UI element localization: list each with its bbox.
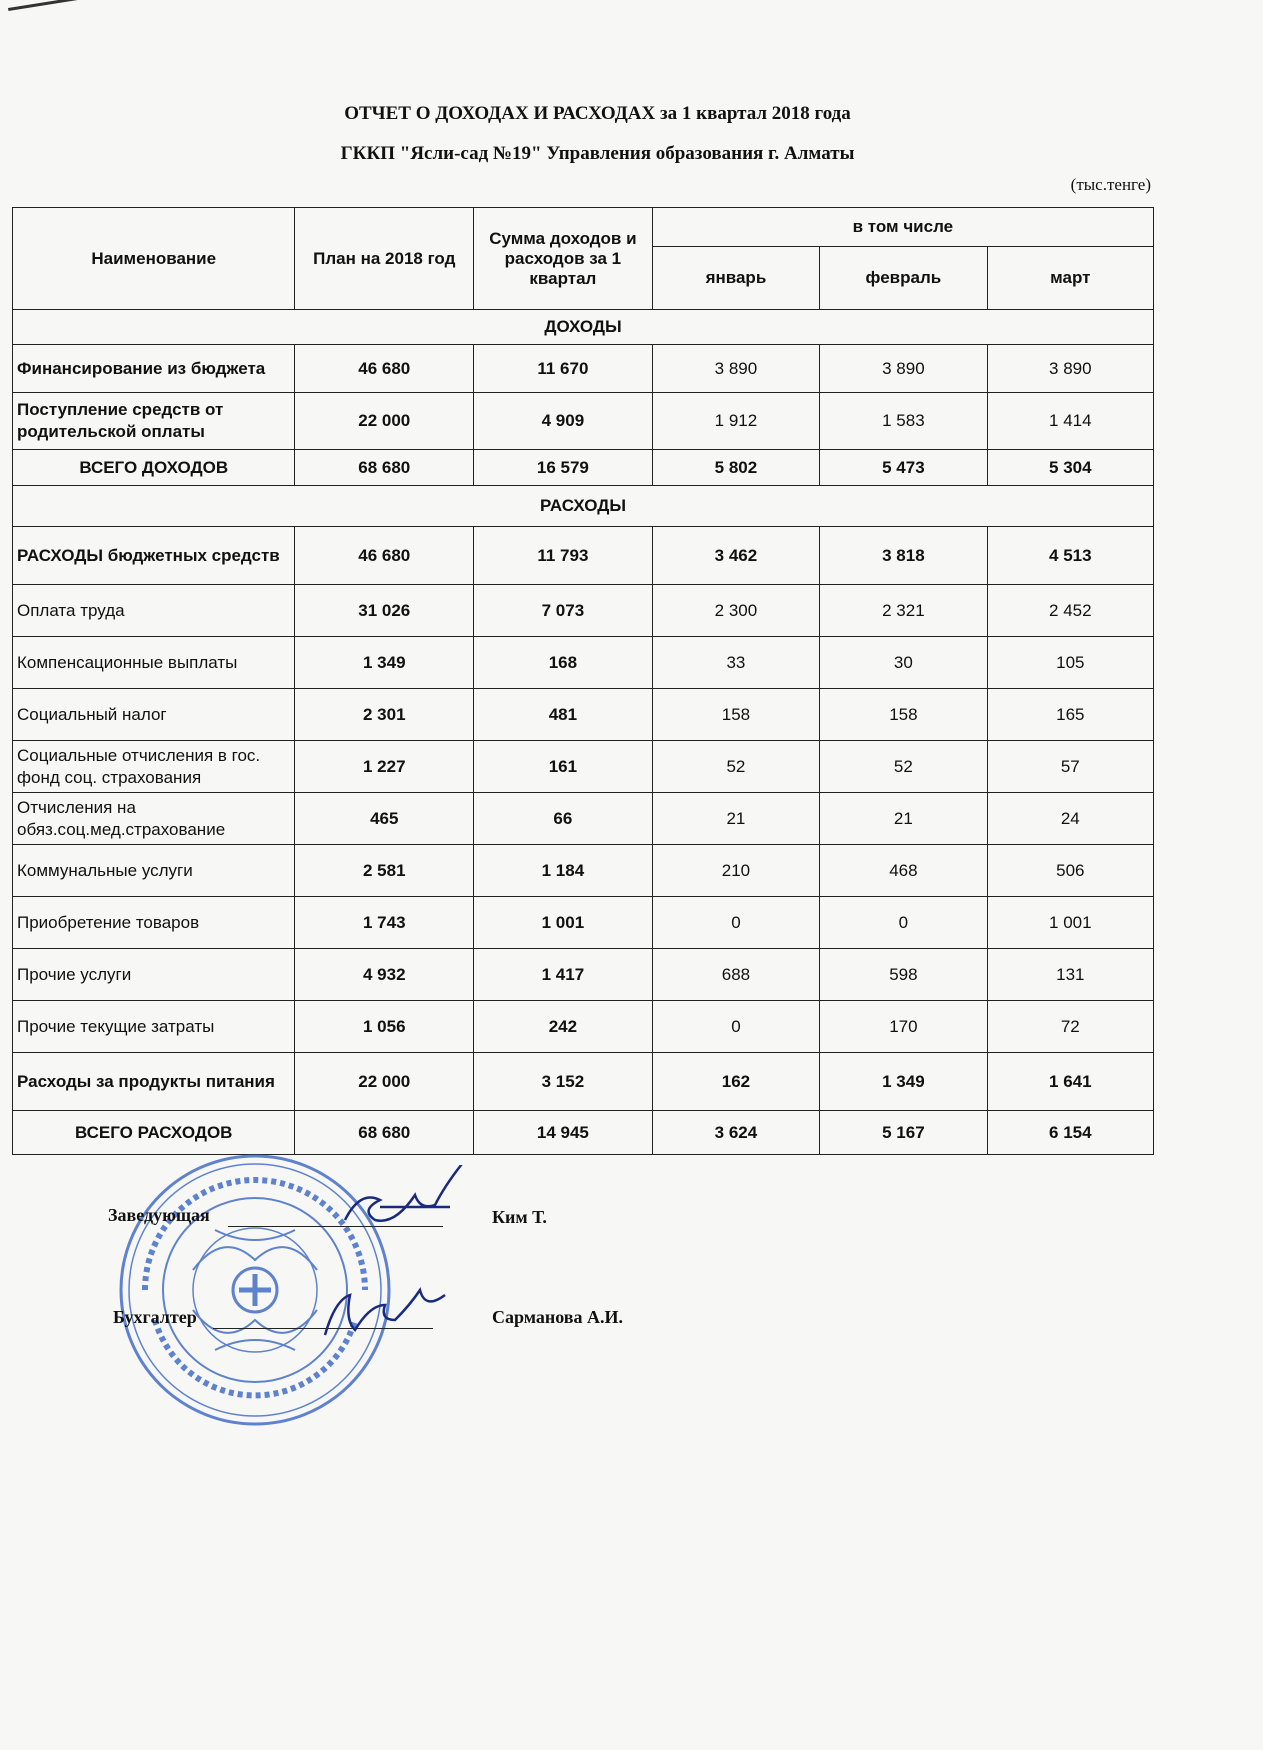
cell-feb: 1 583 [820,393,987,450]
table-row [13,527,1154,585]
cell-feb: 2 321 [820,585,987,637]
cell-sum: 1 417 [474,949,653,1001]
col-header-jan: январь [652,247,819,310]
cell-sum: 1 184 [474,845,653,897]
cell-plan: 31 026 [295,585,474,637]
row-name: Расходы за продукты питания [13,1053,295,1111]
expense-section-header: РАСХОДЫ [13,486,1154,527]
table-row [13,949,1154,1001]
cell-jan: 688 [652,949,819,1001]
cell-feb: 3 818 [820,527,987,585]
cell-sum: 161 [474,741,653,793]
col-header-name: Наименование [13,208,295,310]
row-name: Компенсационные выплаты [13,637,295,689]
table-row [13,345,1154,393]
cell-sum: 481 [474,689,653,741]
cell-jan: 21 [652,793,819,845]
col-header-plan: План на 2018 год [295,208,474,310]
cell-sum: 4 909 [474,393,653,450]
row-name: Социальные отчисления в гос. фонд соц. страхования [13,741,295,793]
table-row [13,1001,1154,1053]
cell-jan: 2 300 [652,585,819,637]
table-row [13,585,1154,637]
cell-mar: 57 [987,741,1153,793]
cell-jan: 210 [652,845,819,897]
cell-plan: 68 680 [295,1111,474,1155]
cell-feb: 52 [820,741,987,793]
row-name: Финансирование из бюджета [13,345,295,393]
row-name: Поступление средств от родительской оплаты [13,393,295,450]
table-row [13,897,1154,949]
row-name: Коммунальные услуги [13,845,295,897]
cell-feb: 170 [820,1001,987,1053]
cell-feb: 30 [820,637,987,689]
table-row [13,689,1154,741]
cell-sum: 11 793 [474,527,653,585]
table-row [13,450,1154,486]
table-row [13,393,1154,450]
cell-sum: 242 [474,1001,653,1053]
cell-plan: 22 000 [295,1053,474,1111]
cell-jan: 3 462 [652,527,819,585]
cell-jan: 158 [652,689,819,741]
cell-plan: 1 056 [295,1001,474,1053]
head-title: Заведующая [108,1205,210,1225]
cell-plan: 2 301 [295,689,474,741]
cell-plan: 2 581 [295,845,474,897]
cell-mar: 3 890 [987,345,1153,393]
cell-feb: 158 [820,689,987,741]
col-header-including: в том числе [652,208,1153,247]
table-row [13,845,1154,897]
row-name: Социальный налог [13,689,295,741]
accountant-name: Сарманова А.И. [492,1307,624,1327]
cell-mar: 1 414 [987,393,1153,450]
row-name: ВСЕГО РАСХОДОВ [13,1111,295,1155]
cell-mar: 5 304 [987,450,1153,486]
cell-plan: 1 227 [295,741,474,793]
cell-plan: 46 680 [295,345,474,393]
accountant-signature-icon [315,1285,460,1345]
cell-feb: 3 890 [820,345,987,393]
cell-jan: 3 624 [652,1111,819,1155]
cell-feb: 598 [820,949,987,1001]
cell-mar: 165 [987,689,1153,741]
cell-feb: 21 [820,793,987,845]
cell-sum: 11 670 [474,345,653,393]
row-name: Отчисления на обяз.соц.мед.страхование [13,793,295,845]
cell-mar: 1 641 [987,1053,1153,1111]
cell-sum: 7 073 [474,585,653,637]
cell-plan: 1 743 [295,897,474,949]
cell-jan: 33 [652,637,819,689]
head-signature-icon [330,1165,500,1240]
organization-name: ГККП "Ясли-сад №19" Управления образования г. Алматы [340,143,855,164]
cell-mar: 72 [987,1001,1153,1053]
cell-jan: 1 912 [652,393,819,450]
cell-sum: 168 [474,637,653,689]
cell-feb: 0 [820,897,987,949]
accountant-title: Бухгалтер [113,1307,197,1327]
cell-jan: 3 890 [652,345,819,393]
cell-jan: 0 [652,897,819,949]
cell-jan: 52 [652,741,819,793]
row-name: РАСХОДЫ бюджетных средств [13,527,295,585]
cell-mar: 6 154 [987,1111,1153,1155]
col-header-sum: Сумма доходов и расходов за 1 квартал [474,208,653,310]
cell-feb: 5 167 [820,1111,987,1155]
col-header-feb: февраль [820,247,987,310]
row-name: Прочие текущие затраты [13,1001,295,1053]
row-name: Приобретение товаров [13,897,295,949]
cell-mar: 24 [987,793,1153,845]
cell-mar: 4 513 [987,527,1153,585]
cell-sum: 14 945 [474,1111,653,1155]
cell-feb: 468 [820,845,987,897]
table-row [13,741,1154,793]
table-row [13,793,1154,845]
cell-mar: 2 452 [987,585,1153,637]
cell-plan: 465 [295,793,474,845]
cell-sum: 1 001 [474,897,653,949]
cell-plan: 68 680 [295,450,474,486]
table-row [13,1053,1154,1111]
cell-sum: 66 [474,793,653,845]
cell-feb: 5 473 [820,450,987,486]
head-name: Ким Т. [492,1207,547,1227]
cell-plan: 4 932 [295,949,474,1001]
table-row [13,637,1154,689]
col-header-mar: март [987,247,1153,310]
cell-mar: 1 001 [987,897,1153,949]
cell-plan: 1 349 [295,637,474,689]
cell-jan: 0 [652,1001,819,1053]
table-row [13,1111,1154,1155]
cell-mar: 506 [987,845,1153,897]
report-title: ОТЧЕТ О ДОХОДАХ И РАСХОДАХ за 1 квартал 2018 года [344,103,851,124]
cell-mar: 105 [987,637,1153,689]
row-name: Оплата труда [13,585,295,637]
cell-sum: 16 579 [474,450,653,486]
report-table [12,207,1154,1155]
row-name: ВСЕГО ДОХОДОВ [13,450,295,486]
units-label: (тыс.тенге) [1070,175,1151,194]
corner-pen-mark [8,0,94,19]
cell-jan: 5 802 [652,450,819,486]
row-name: Прочие услуги [13,949,295,1001]
cell-sum: 3 152 [474,1053,653,1111]
income-section-header: ДОХОДЫ [13,310,1154,345]
cell-jan: 162 [652,1053,819,1111]
cell-mar: 131 [987,949,1153,1001]
cell-plan: 22 000 [295,393,474,450]
cell-feb: 1 349 [820,1053,987,1111]
cell-plan: 46 680 [295,527,474,585]
